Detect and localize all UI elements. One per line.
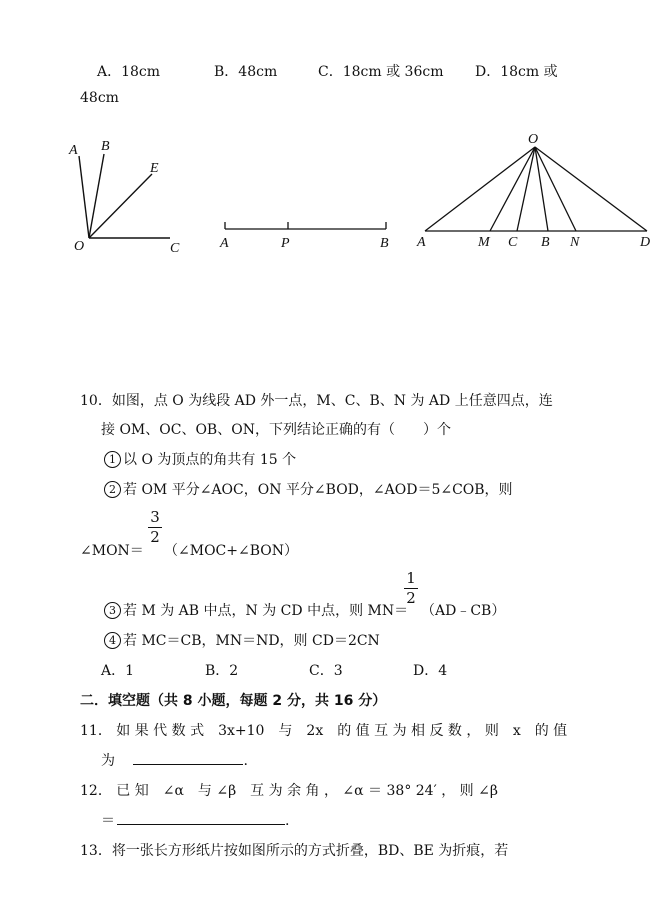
q10-statement-3-rhs: （AD﹣CB） bbox=[421, 603, 506, 619]
q10-statement-2-lhs: ∠MON＝ bbox=[80, 543, 144, 559]
q12-line1: 12． 已 知 ∠α 与 ∠β 互 为 余 角 ， ∠α ＝ 38° 24′ ， 则 ∠β bbox=[80, 783, 498, 799]
q9-option-c: C．18cm 或 36cm bbox=[318, 64, 444, 80]
q12-prefix: ＝ bbox=[101, 813, 115, 829]
figure-triangle bbox=[410, 125, 652, 255]
label-a: A bbox=[69, 143, 78, 158]
q10-statement-2 bbox=[104, 479, 513, 499]
label-a: A bbox=[417, 235, 426, 250]
statement-text: 若 OM 平分∠AOC，ON 平分∠BOD，∠AOD＝5∠COB，则 bbox=[123, 482, 513, 498]
q10-option-b: B．2 bbox=[205, 663, 239, 679]
label-o: O bbox=[528, 132, 539, 147]
q11-prefix: 为 bbox=[101, 753, 115, 769]
answer-blank[interactable] bbox=[133, 764, 243, 765]
fraction-denominator: 2 bbox=[150, 528, 160, 546]
circled-number: 3 bbox=[104, 602, 121, 619]
q10-statement-1 bbox=[104, 449, 296, 469]
figure-segment bbox=[215, 210, 400, 255]
fraction-denominator: 2 bbox=[406, 589, 416, 607]
answer-blank[interactable] bbox=[117, 824, 285, 825]
q10-option-a: A．1 bbox=[101, 663, 135, 679]
label-b: B bbox=[541, 235, 550, 250]
q10-stem-line1: 10．如图，点 O 为线段 AD 外一点，M、C、B、N 为 AD 上任意四点，连 bbox=[80, 393, 553, 409]
q12-suffix: . bbox=[285, 813, 290, 829]
section-heading: 二．填空题（共 8 小题，每题 2 分，共 16 分） bbox=[80, 693, 387, 709]
label-o: O bbox=[74, 239, 85, 254]
label-a: A bbox=[220, 236, 229, 251]
q11-line2 bbox=[101, 750, 248, 770]
label-c: C bbox=[170, 241, 180, 256]
circled-number: 1 bbox=[104, 451, 121, 468]
q13-line1: 13．将一张长方形纸片按如图所示的方式折叠，BD、BE 为折痕，若 bbox=[80, 843, 509, 859]
label-n: N bbox=[570, 235, 580, 250]
q9-option-a: A．18cm bbox=[97, 64, 161, 80]
q10-option-c: C．3 bbox=[309, 663, 343, 679]
q10-statement-4 bbox=[104, 630, 380, 650]
statement-text: 以 O 为顶点的角共有 15 个 bbox=[123, 452, 297, 468]
label-e: E bbox=[150, 161, 159, 176]
label-b: B bbox=[380, 236, 389, 251]
label-p: P bbox=[281, 236, 290, 251]
q9-option-b: B．48cm bbox=[214, 64, 278, 80]
label-b: B bbox=[101, 139, 110, 154]
label-c: C bbox=[508, 235, 518, 250]
figure-rays bbox=[60, 130, 195, 260]
q12-line2 bbox=[101, 810, 289, 830]
q10-statement-2-rhs: （∠MOC+∠BON） bbox=[164, 543, 298, 559]
q11-suffix: . bbox=[243, 753, 248, 769]
q9-option-d: D．18cm 或 bbox=[475, 64, 558, 80]
q11-line1: 11． 如 果 代 数 式 3x+10 与 2x 的 值 互 为 相 反 数 ， 则 x 的 值 bbox=[80, 723, 568, 739]
q10-stem-line2: 接 OM、OC、OB、ON，下列结论正确的有（ ）个 bbox=[101, 422, 451, 438]
fraction-numerator: 1 bbox=[406, 569, 416, 587]
label-d: D bbox=[640, 235, 651, 250]
fraction-numerator: 3 bbox=[150, 508, 160, 526]
circled-number: 4 bbox=[104, 632, 121, 649]
q10-option-d: D．4 bbox=[413, 663, 448, 679]
label-m: M bbox=[478, 235, 490, 250]
q9-option-d-continued: 48cm bbox=[80, 90, 119, 106]
q10-statement-3 bbox=[104, 600, 408, 620]
statement-text: 若 MC＝CB，MN＝ND，则 CD＝2CN bbox=[123, 633, 380, 649]
circled-number: 2 bbox=[104, 481, 121, 498]
statement-text: 若 M 为 AB 中点，N 为 CD 中点，则 MN＝ bbox=[123, 603, 409, 619]
